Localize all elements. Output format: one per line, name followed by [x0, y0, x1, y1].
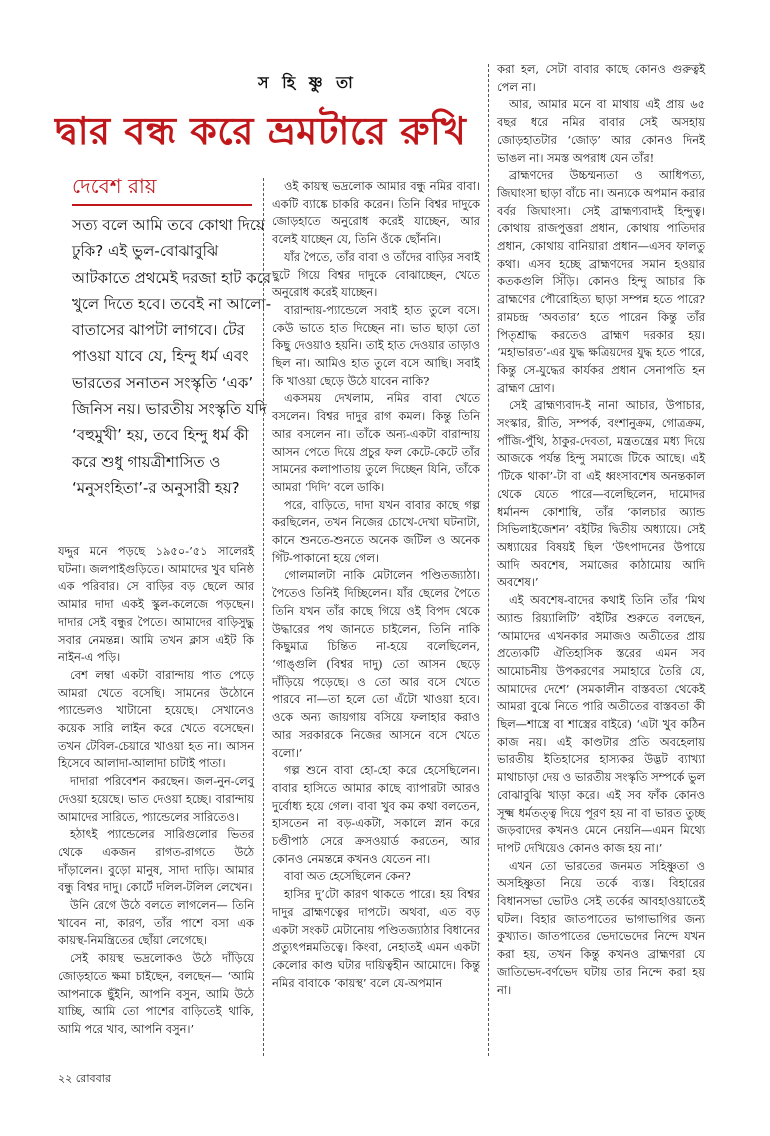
- paragraph: গল্প শুনে বাবা হো-হো করে হেসেছিলেন। বাবার হাসিতে আমার কাছে ব্যাপারটা আরও দুর্বোধ্য হয়ে গেল। বাবা খুব কম কথা বলতেন, হাসতেন না বড়-একটা, সকালে স্নান করে চণ্ডীপাঠ সেরে ক্রসওয়ার্ড করতেন, আর কোনও নেমন্তন্নে কখনও যেতেন না।: [272, 763, 480, 866]
- column-right: [497, 61, 705, 999]
- paragraph: এই অবশেষ-বাদের কথাই তিনি তাঁর ‘মিথ অ্যান্ড রিয়্যালিটি’ বইটির শুরুতে বলছেন, ‘আমাদের এখনকার সমাজও অতীতের প্রায় প্রত্যেকটি ঐতিহাসিক স্তরের এমন সব আমোচনীয় উপকরণের সমাহারে তৈরি যে, আমাদের দেশে’ (সমকালীন বাস্তবতা থেকেই আমরা বুঝে নিতে পারি অতীতের বাস্তবতা কী ছিল—শাস্ত্রে বা শাস্ত্রের বাইরে) ‘এটা খুব কঠিন কাজ নয়। এই কাণ্ডটার প্রতি অবহেলায় ভারতীয় ইতিহাসের হাস্যকর উদ্ভট ব্যাখ্যা মাথাচাড়া দেয় ও ভারতীয় সংস্কৃতি সম্পর্কে ভুল বোঝাবুঝি খাড়া করে। এই সব ফাঁক কোনও সূক্ষ্ম ধর্মতত্ত্ব দিয়ে পূরণ হয় না বা ভারত তুচ্ছ জড়বাদের কখনও মেনে নেয়নি—এমন মিথ্যে দাপট দেখিয়েও কোনও কাজ হয় না।’: [497, 593, 705, 855]
- paragraph: ওই কায়স্থ ভদ্রলোক আমার বন্ধু নমির বাবা। একটি ব্যাঙ্কে চাকরি করেন। তিনি বিশ্বর দাদুকে জোড়হাতে অনুরোধ করেই যাচ্ছেন, আর বলেই যাচ্ছেন যে, তিনি ওঁকে ছোঁননি।: [272, 179, 480, 247]
- paragraph: এখন তো ভারতের জনমত সহিষ্ণুতা ও অসহিষ্ণুতা নিয়ে তর্কে ব্যস্ত। বিহারের বিধানসভা ভোটও সেই তর্কের আবহাওয়াতেই ঘটল। বিহার জাতপাতের ভাগাভাগির জন্য কুখ্যাত। জাতপাতের ভেদাভেদের নিন্দে যখন করা হয়, তখন কিন্তু কখনও ব্রাহ্মণরা যে জাতিভেদ-বর্ণভেদ ঘটায় তার নিন্দে করা হয় না।: [497, 858, 705, 997]
- paragraph: করা হল, সেটা বাবার কাছে কোনও গুরুত্বই পেল না।: [497, 62, 705, 94]
- paragraph: পরে, বাড়িতে, দাদা যখন বাবার কাছে গল্প করছিলেন, তখন নিজের চোখে-দেখা ঘটনাটা, কানে শুনতে-শুনতে অনেক জটিল ও অনেক গিঁট-পাকানো হয়ে গেল।: [272, 497, 480, 565]
- column-divider-left: [263, 178, 264, 1056]
- column-divider-right: [488, 64, 489, 1056]
- page-folio: ২২ রোববার: [58, 1072, 111, 1085]
- paragraph: বেশ লম্বা একটা বারান্দায় পাত পেড়ে আমরা খেতে বসেছি। সামনের উঠোনে প্যান্ডেলও খাটানো হয়েছে। সেখানেও কয়েক সারি লাইন করে খেতে বসেছেন। তখন টেবিল-চেয়ারে খাওয়া হত না। আসন হিসেবে আলাদা-আলাদা চাটাই পাতা।: [58, 667, 254, 771]
- paragraph: বারান্দায়-প্যান্ডেলে সবাই হাত তুলে বসে। কেউ ভাতে হাত দিচ্ছেন না। ভাত ছাড়া তো কিছু দেওয়াও হয়নি। তাই হাত দেওয়ার তাড়াও ছিল না। আমিও হাত তুলে বসে আছি। সবাই কি খাওয়া ছেড়ে উঠে যাবেন নাকি?: [272, 302, 480, 388]
- paragraph: উনি রেগে উঠে বলতে লাগলেন— তিনি খাবেন না, কারণ, তাঁর পাশে বসা এক কায়স্থ-নিমন্ত্রিতের ছোঁয়া লেগেছে।: [58, 898, 254, 948]
- paragraph: সেই কায়স্থ ভদ্রলোকও উঠে দাঁড়িয়ে জোড়হাতে ক্ষমা চাইছেন, বলছেন— ‘আমি আপনাকে ছুঁইনি, আপনি বসুন, আমি উঠে যাচ্ছি, আমি তো পাশের বাড়িতেই থাকি, আমি পরে খাব, আপনি বসুন।’: [58, 951, 254, 1036]
- standfirst: সত্য বলে আমি তবে কোথা দিয়ে ঢুকি? এই ভুল-বোঝাবুঝি আটকাতে প্রথমেই দরজা হাট করে খুলে দিতে হবে। তবেই না আলো-বাতাসের ঝাপটা লাগবে। টের পাওয়া যাবে যে, হিন্দু ধর্ম এবং ভারতের সনাতন সংস্কৃতি ‘এক’ জিনিস নয়। ভারতীয় সংস্কৃতি যদি ‘বহুমুখী’ হয়, তবে হিন্দু ধর্ম কী করে শুধু গায়ত্রীশাসিত ও ‘মনুসংহিতা’-র অনুসারী হয়?: [72, 216, 272, 497]
- paragraph: বাবা অত হেসেছিলেন কেন?: [284, 869, 411, 884]
- author-byline: দেবেশ রায়: [72, 174, 157, 198]
- paragraph: ব্রাহ্মণদের উচ্চম্মন্যতা ও আধিপত্য, জিঘাংসা ছাড়া বাঁচে না। অন্যকে অপমান করার বর্বর জিঘাংসা। সেই ব্রাহ্মণ্যবাদই হিন্দুত্ব। কোথায় রাজপুত্তরা প্রধান, কোথায় পাতিদার প্রধান, কোথায় বানিয়ারা প্রধান—এসব ফালতু কথা। এসব হচ্ছে ব্রাহ্মণদের সমান হওয়ার কতকগুলি সিঁড়ি। কোনও হিন্দু আচার কি ব্রাহ্মণের পৌরোহিত্য ছাড়া সম্পন্ন হতে পারে? রামচন্দ্র ‘অবতার’ হতে পারেন কিন্তু তাঁর পিতৃশ্রাদ্ধ করতেও ব্রাহ্মণ দরকার হয়। ‘মহাভারত’-এর যুদ্ধ ক্ষত্রিয়দের যুদ্ধ হতে পারে, কিন্তু সে-যুদ্ধের কার্যকর প্রধান সেনাপতি হন ব্রাহ্মণ দ্রোণ।: [497, 168, 705, 395]
- paragraph: যদ্দুর মনে পড়ছে ১৯৫০-’৫১ সালেরই ঘটনা। জলপাইগুড়িতে। আমাদের খুব ঘনিষ্ঠ এক পরিবার। সে বাড়ির বড় ছেলে আর আমার দাদা একই স্কুল-কলেজে পড়ছেন। দাদার সেই বন্ধুর পৈতে। আমাদের বাড়িসুদ্ধু সবার নেমন্তন্ন। আমি তখন ক্লাস এইট কি নাইন-এ পড়ি।: [58, 544, 254, 665]
- headline: দ্বার বন্ধ করে ভ্রমটারে রুখি: [55, 108, 467, 153]
- paragraph: দাদারা পরিবেশন করছেন। জল-নুন-লেবু দেওয়া হয়েছে। ভাত দেওয়া হচ্ছে। বারান্দায় আমাদের সারিতে, প্যান্ডেলের সারিতেও।: [58, 774, 254, 824]
- byline-rule: [72, 204, 252, 206]
- paragraph: গোলমালটা নাকি মেটালেন পণ্ডিতজ্যাঠা। পৈতেও তিনিই দিচ্ছিলেন। যাঁর ছেলের পৈতে তিনি যখন তাঁর কাছে গিয়ে ওই বিপদ থেকে উদ্ধারের পথ জানতে চাইলেন, তিনি নাকি কিছুমাত্র চিন্তিত না-হয়ে বলেছিলেন, ‘গাঙ্গুলি (বিশ্বর দাদু) তো আসন ছেড়ে দাঁড়িয়ে পড়েছে। ও তো আর বসে খেতে পারবে না—তা হলে তো এঁটো খাওয়া হবে। ওকে অন্য জায়গায় বসিয়ে ফলাহার করাও আর সরকারকে নিজের আসনে বসে খেতে বলো।’: [272, 568, 480, 760]
- paragraph: সেই ব্রাহ্মণ্যবাদ-ই নানা আচার, উপাচার, সংস্কার, রীতি, সম্পর্ক, বংশানুক্রম, গোত্রক্রম, পাঁজি-পুঁথি, ঠাকুর-দেবতা, মন্ত্রতন্ত্রের মধ্য দিয়ে আজকে পর্যন্ত হিন্দু সমাজে টিকে আছে। এই ‘টিকে থাকা’-টা বা এই ধ্বংসাবশেষ অনন্তকাল থেকে যেতে পারে—বলেছিলেন, দামোদর ধর্মানন্দ কোশাম্বি, তাঁর ‘কালচার অ্যান্ড সিভিলাইজেশন’ বইটির দ্বিতীয় অধ্যায়ে। সেই অধ্যায়ের বিষয়ই ছিল ‘উৎপাদনের উপায়ে আদি অবশেষ, সমাজের কাঠামোয় আদি অবশেষ।’: [497, 398, 705, 590]
- paragraph: যাঁর পৈতে, তাঁর বাবা ও তাঁদের বাড়ির সবাই ছুটে গিয়ে বিশ্বর দাদুকে বোঝাচ্ছেন, খেতে অনুরোধ করেই যাচ্ছেন।: [272, 249, 480, 300]
- paragraph: আর, আমার মনে বা মাথায় এই প্রায় ৬৫ বছর ধরে নমির বাবার সেই অসহায় জোড়হাতটার ‘জোড়’ আর কোনও দিনই ভাঙল না। সমস্ত অপরাধ যেন তাঁর!: [497, 97, 705, 165]
- paragraph: একসময় দেখলাম, নমির বাবা খেতে বসলেন। বিশ্বর দাদুর রাগ কমল। কিন্তু তিনি আর বসলেন না। তাঁকে অন্য-একটা বারান্দায় আসন পেতে দিয়ে প্রচুর ফল কেটে-কেটে তাঁর সামনের কলাপাতায় তুলে দিচ্ছেন যিনি, তাঁকে আমরা ‘দিদি’ বলে ডাকি।: [272, 391, 480, 494]
- paragraph: হঠাৎই প্যান্ডেলের সারিগুলোর ভিতর থেকে একজন রাগত-রাগতে উঠে দাঁড়ালেন। বুড়ো মানুষ, সাদা দাড়ি। আমার বন্ধু বিশ্বর দাদু। কোর্টে দলিল-টলিল লেখেন।: [58, 827, 254, 895]
- column-middle: [272, 178, 480, 992]
- column-left: [58, 543, 254, 1039]
- section-kicker: স হি ষ্ণু তা: [258, 73, 357, 92]
- paragraph: হাসির দু’টো কারণ থাকতে পারে। হয় বিশ্বর দাদুর ব্রাহ্মণত্বের দাপটে। অথবা, এত বড় একটা সংকট মেটানোয় পণ্ডিতজ্যাঠার বিধানের প্রত্যুৎপন্নমতিত্বে। কিংবা, নেহাতই এমন একটা কেলোর কাণ্ড ঘটার দায়িত্বহীন আমোদে। কিন্তু নমির বাবাকে ‘কায়স্থ’ বলে যে-অপমান: [272, 887, 480, 990]
